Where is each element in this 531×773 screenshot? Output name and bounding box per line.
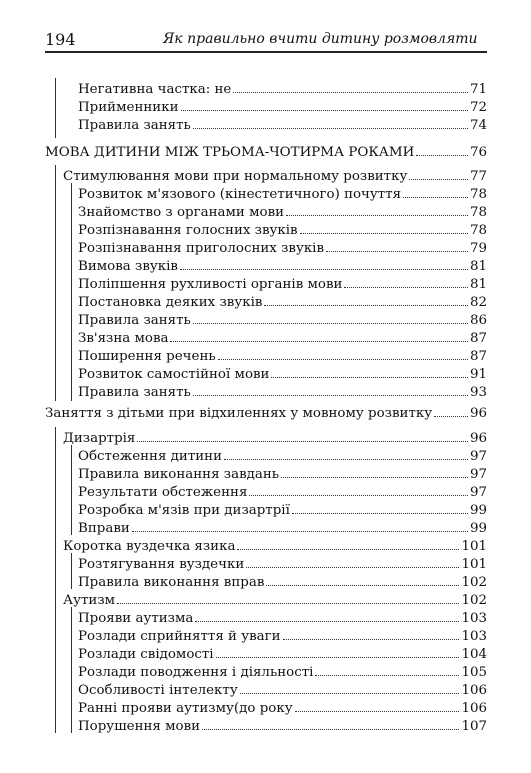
toc-entry-page: 78 — [469, 187, 487, 202]
toc-entry-page: 99 — [469, 503, 487, 518]
dot-leader — [266, 573, 459, 586]
toc-entry-label: Розвиток м'язового (кінестетичного) почуття — [78, 187, 402, 202]
dot-leader — [271, 365, 467, 378]
toc-entry-page: 107 — [461, 719, 487, 734]
toc-entry — [78, 116, 487, 134]
toc-entry-label: Зв'язна мова — [78, 331, 169, 346]
dot-leader — [180, 257, 468, 270]
dot-leader — [193, 116, 468, 129]
toc-entry — [78, 365, 487, 383]
toc-entry — [78, 329, 487, 347]
hierarchy-line — [71, 183, 72, 401]
toc-entry — [78, 275, 487, 293]
dot-leader — [216, 645, 460, 658]
hierarchy-line — [71, 553, 72, 589]
toc-entry-page: 81 — [469, 277, 487, 292]
toc-entry — [78, 221, 487, 239]
hierarchy-line — [71, 607, 72, 733]
toc-entry-page: 78 — [469, 223, 487, 238]
toc-entry — [78, 311, 487, 329]
toc-entry-label: Прояви аутизма — [78, 611, 194, 626]
toc-entry-label: Постановка деяких звуків — [78, 295, 263, 310]
dot-leader — [344, 275, 468, 288]
toc-entry-page: 72 — [469, 100, 487, 115]
toc-entry — [78, 501, 487, 519]
dot-leader — [286, 203, 468, 216]
dot-leader — [300, 221, 468, 234]
toc-entry-page: 93 — [469, 385, 487, 400]
toc-entry-label: Результати обстеження — [78, 485, 248, 500]
toc-entry — [63, 537, 487, 555]
toc-entry-label: Правила занять — [78, 385, 191, 400]
toc-entry-label: Дизартрія — [63, 431, 136, 446]
toc-entry-label: Правила занять — [78, 313, 191, 328]
toc-entry — [78, 239, 487, 257]
toc-entry — [78, 627, 487, 645]
toc-entry-label: Розлади свідомості — [78, 647, 214, 662]
dot-leader — [218, 347, 468, 360]
toc-entry — [78, 347, 487, 365]
toc-entry — [78, 80, 487, 98]
toc-entry — [78, 645, 487, 663]
toc-entry-label: Вимова звуків — [78, 259, 178, 274]
toc-entry — [45, 404, 487, 422]
toc-entry — [78, 663, 487, 681]
toc-entry — [78, 483, 487, 501]
toc-entry-page: 103 — [461, 611, 487, 626]
toc-entry-page: 87 — [469, 349, 487, 364]
dot-leader — [264, 293, 468, 306]
toc-entry — [78, 185, 487, 203]
toc-entry-page: 99 — [469, 521, 487, 536]
toc-entry — [78, 609, 487, 627]
toc-entry-page: 97 — [469, 485, 487, 500]
toc-entry — [78, 555, 487, 573]
hierarchy-line — [55, 165, 56, 401]
toc-entry-page: 102 — [461, 593, 487, 608]
toc-entry-page: 106 — [461, 683, 487, 698]
running-title: Як правильно вчити дитину розмовляти — [163, 31, 478, 47]
toc-entry-label: Правила занять — [78, 118, 191, 133]
toc-entry-label: Прийменники — [78, 100, 179, 115]
hierarchy-line — [71, 445, 72, 535]
toc-entry-label: Розлади сприйняття й уваги — [78, 629, 281, 644]
dot-leader — [193, 311, 468, 324]
dot-leader — [326, 239, 468, 252]
toc-entry-label: МОВА ДИТИНИ МІЖ ТРЬОМА-ЧОТИРМА РОКАМИ — [45, 145, 415, 160]
toc-entry-label: Розтягування вуздечки — [78, 557, 245, 572]
toc-entry-label: Коротка вуздечка язика — [63, 539, 236, 554]
toc-entry-label: Обстеження дитини — [78, 449, 223, 464]
toc-entry-page: 77 — [469, 169, 487, 184]
toc-entry — [78, 257, 487, 275]
dot-leader — [292, 501, 468, 514]
dot-leader — [283, 627, 460, 640]
toc-entry — [78, 573, 487, 591]
toc-entry — [78, 681, 487, 699]
page-number: 194 — [45, 30, 76, 49]
header-rule — [45, 51, 487, 53]
dot-leader — [193, 383, 468, 396]
toc-entry-label: Поліпшення рухливості органів мови — [78, 277, 343, 292]
toc-entry-page: 102 — [461, 575, 487, 590]
dot-leader — [137, 429, 468, 442]
dot-leader — [409, 167, 468, 180]
toc-entry-page: 91 — [469, 367, 487, 382]
toc-entry-label: Вправи — [78, 521, 130, 536]
dot-leader — [281, 465, 468, 478]
toc-entry-page: 96 — [469, 406, 487, 421]
toc-entry-page: 71 — [469, 82, 487, 97]
toc-entry — [78, 519, 487, 537]
toc-entry — [63, 429, 487, 447]
toc-entry-label: Ранні прояви аутизму(до року — [78, 701, 293, 716]
dot-leader — [240, 681, 460, 694]
toc-entry-label: Розлади поводження і діяльності — [78, 665, 314, 680]
toc-entry — [63, 167, 487, 185]
hierarchy-line — [55, 78, 56, 138]
toc-entry-page: 74 — [469, 118, 487, 133]
toc-entry-page: 78 — [469, 205, 487, 220]
toc-entry-page: 97 — [469, 467, 487, 482]
dot-leader — [224, 447, 468, 460]
toc-entry-page: 97 — [469, 449, 487, 464]
toc-entry-page: 106 — [461, 701, 487, 716]
dot-leader — [233, 80, 468, 93]
dot-leader — [249, 483, 468, 496]
toc-entry-page: 82 — [469, 295, 487, 310]
dot-leader — [403, 185, 468, 198]
toc-entry — [45, 143, 487, 161]
toc-entry-page: 103 — [461, 629, 487, 644]
toc-entry-label: Порушення мови — [78, 719, 201, 734]
toc-entry-label: Розробка м'язів при дизартрії — [78, 503, 290, 518]
toc-entry-page: 96 — [469, 431, 487, 446]
toc-entry — [78, 203, 487, 221]
toc-entry-page: 79 — [469, 241, 487, 256]
toc-entry-label: Аутизм — [63, 593, 116, 608]
toc-entry — [78, 699, 487, 717]
toc-entry — [78, 383, 487, 401]
toc-entry-page: 101 — [461, 557, 487, 572]
toc-entry-label: Стимулювання мови при нормальному розвитку — [63, 169, 408, 184]
dot-leader — [434, 404, 468, 417]
toc-entry-label: Розпізнавання голосних звуків — [78, 223, 298, 238]
toc-entry-label: Правила виконання вправ — [78, 575, 265, 590]
toc-entry-label: Знайомство з органами мови — [78, 205, 285, 220]
dot-leader — [181, 98, 468, 111]
toc-entry — [78, 447, 487, 465]
toc-entry — [78, 98, 487, 116]
toc-entry-label: Правила виконання завдань — [78, 467, 280, 482]
dot-leader — [195, 609, 459, 622]
toc-entry — [78, 465, 487, 483]
toc-entry-page: 76 — [469, 145, 487, 160]
toc-entry-label: Заняття з дітьми при відхиленнях у мовному розвитку — [45, 406, 433, 421]
dot-leader — [416, 143, 468, 156]
toc-entry-label: Особливості інтелекту — [78, 683, 238, 698]
toc-entry-label: Негативна частка: не — [78, 82, 232, 97]
dot-leader — [132, 519, 468, 532]
dot-leader — [170, 329, 467, 342]
toc-entry-page: 101 — [461, 539, 487, 554]
toc-entry-page: 87 — [469, 331, 487, 346]
toc-entry-page: 105 — [461, 665, 487, 680]
dot-leader — [246, 555, 459, 568]
dot-leader — [202, 717, 459, 730]
toc-entry-page: 86 — [469, 313, 487, 328]
toc-entry-page: 81 — [469, 259, 487, 274]
toc-entry — [78, 293, 487, 311]
dot-leader — [117, 591, 459, 604]
toc-entry-label: Поширення речень — [78, 349, 216, 364]
page-header — [45, 30, 487, 52]
toc-entry-page: 104 — [461, 647, 487, 662]
dot-leader — [237, 537, 459, 550]
hierarchy-line — [55, 427, 56, 733]
toc-entry-label: Розпізнавання приголосних звуків — [78, 241, 325, 256]
dot-leader — [295, 699, 460, 712]
toc-entry-label: Розвиток самостійної мови — [78, 367, 270, 382]
toc-entry — [63, 591, 487, 609]
toc-entry — [78, 717, 487, 735]
dot-leader — [315, 663, 459, 676]
